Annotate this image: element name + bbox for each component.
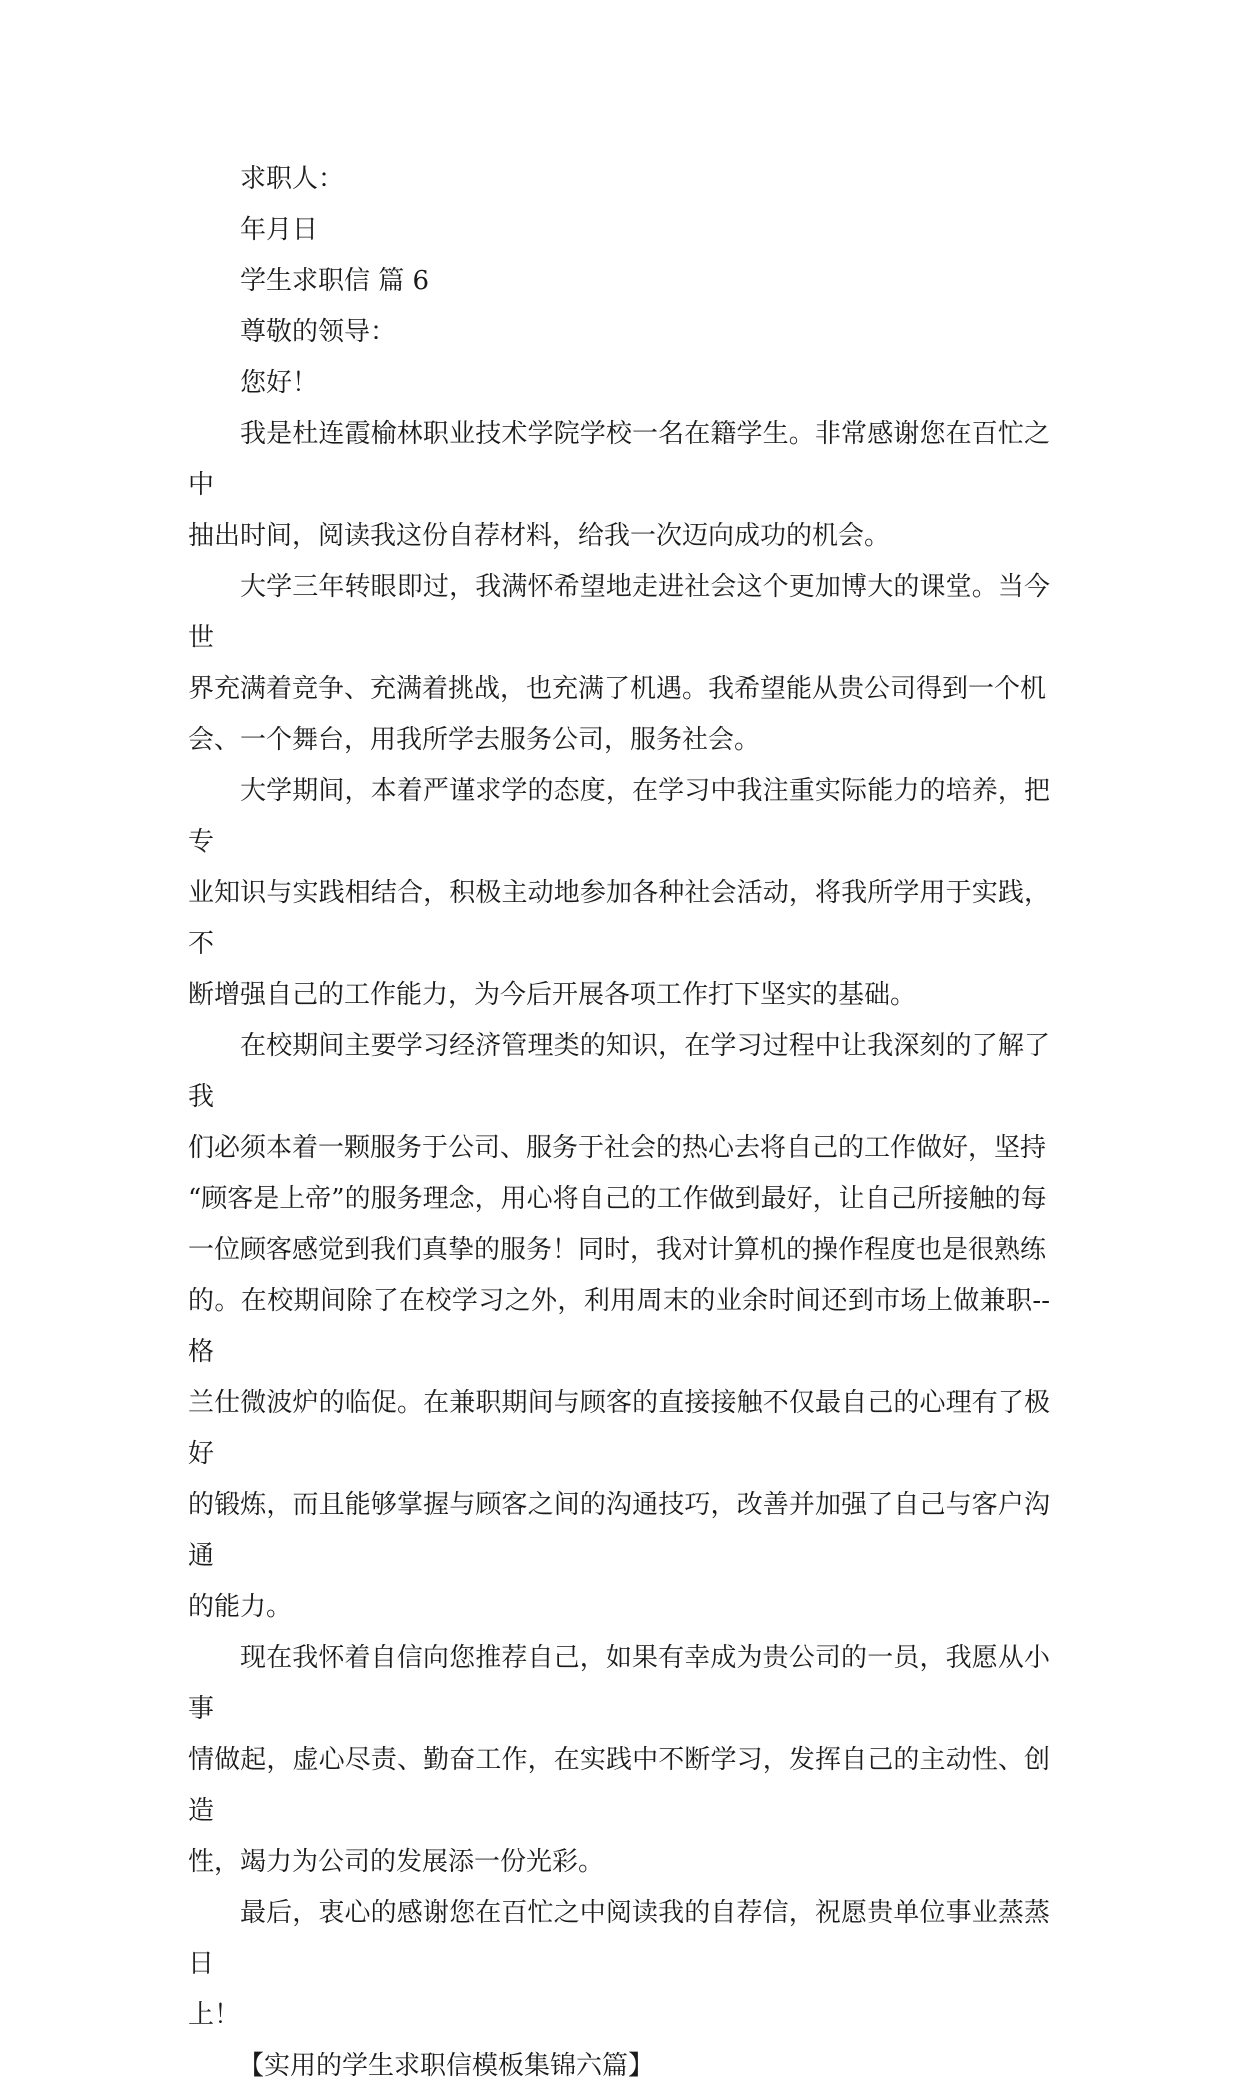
document-page xyxy=(188,154,1050,2092)
body-paragraph: 大学三年转眼即过，我满怀希望地走进社会这个更加博大的课堂。当今世 界充满着竞争、充满着挑战，也充满了机遇。我希望能从贵公司得到一个机 会、一个舞台，用我所学去服务公司，服务社会。 xyxy=(188,572,1050,755)
date-label: 年月日 xyxy=(240,215,319,245)
letter-heading: 学生求职信 篇 6 xyxy=(240,266,430,296)
body-paragraph: 现在我怀着自信向您推荐自己，如果有幸成为贵公司的一员，我愿从小事 情做起，虚心尽责、勤奋工作，在实践中不断学习，发挥自己的主动性、创造 性，竭力为公司的发展添一份光彩。 xyxy=(188,1643,1050,1877)
applicant-label: 求职人： xyxy=(240,164,345,194)
body-paragraph: 大学期间，本着严谨求学的态度，在学习中我注重实际能力的培养，把专 业知识与实践相结合，积极主动地参加各种社会活动，将我所学用于实践，不 断增强自己的工作能力，为今后开展各项工作打下坚实的基础。 xyxy=(188,776,1050,1010)
closing-paragraph: 最后，衷心的感谢您在百忙之中阅读我的自荐信，祝愿贵单位事业蒸蒸日 上！ xyxy=(188,1898,1050,2030)
body-paragraph: 我是杜连霞榆林职业技术学院学校一名在籍学生。非常感谢您在百忙之中 抽出时间，阅读我这份自荐材料，给我一次迈向成功的机会。 xyxy=(188,419,1050,551)
body-paragraph: 在校期间主要学习经济管理类的知识，在学习过程中让我深刻的了解了我 们必须本着一颗服务于公司、服务于社会的热心去将自己的工作做好，坚持 “顾客是上帝”的服务理念，用心将自己的工作做到最好，让自己所接触的每 一位顾客感觉到我们真挚的服务！同时，我对计算机的操作程度也是很熟练 的。在校期间除了在校学习之外，利用周末的业余时间还到市场上做兼职--格 兰仕微波炉的临促。在兼职期间与顾客的直接接触不仅最自己的心理有了极好 的锻炼，而且能够掌握与顾客之间的沟通技巧，改善并加强了自己与客户沟通 的能力。 xyxy=(188,1031,1050,1622)
greeting: 您好！ xyxy=(240,368,319,398)
salutation: 尊敬的领导： xyxy=(240,317,397,347)
collection-title: 【实用的学生求职信模板集锦六篇】 xyxy=(238,2051,655,2081)
